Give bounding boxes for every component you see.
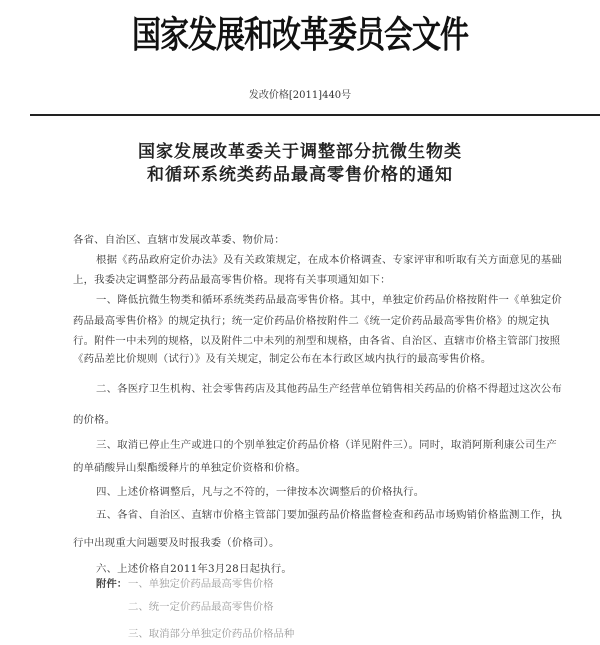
document-header-title: 国家发展和改革委员会文件: [131, 13, 468, 56]
attachments-label: 附件：: [96, 578, 128, 590]
body-line: 六、上述价格自2011年3月28日起执行。: [96, 563, 292, 575]
body-line: 行。附件一中未列的规格，以及附件二中未列的剂型和规格，由各省、自治区、直辖市价格主管部门按照: [73, 335, 561, 347]
body-line: 二、各医疗卫生机构、社会零售药店及其他药品生产经营单位销售相关药品的价格不得超过这次公布: [96, 383, 562, 395]
notice-title-line-1: 国家发展改革委关于调整部分抗微生物类: [138, 142, 462, 162]
body-line: 《药品差比价规则（试行）》及有关规定，制定公布在本行政区域内执行的最高零售价格。: [73, 353, 492, 365]
notice-title-line-2: 和循环系统类药品最高零售价格的通知: [147, 165, 453, 185]
body-line: 一、降低抗微生物类和循环系统类药品最高零售价格。其中，单独定价药品价格按附件一《单独定价: [96, 294, 562, 306]
body-line: 根据《药品政府定价办法》及有关政策规定，在成本价格调查、专家评审和听取有关方面意见的基础: [96, 254, 562, 266]
body-line: 五、各省、自治区、直辖市价格主管部门要加强药品价格监督检查和药品市场购销价格监测工作，执: [96, 509, 562, 521]
body-line: 药品最高零售价格》的规定执行；统一定价药品价格按附件二《统一定价药品最高零售价格》的规定执: [73, 315, 550, 327]
body-line: 的单硝酸异山梨酯缓释片的单独定价资格和价格。: [73, 462, 306, 474]
body-line: 行中出现重大问题要及时报我委（价格司）。: [73, 537, 280, 549]
body-line: 的价格。: [73, 414, 116, 426]
body-line: 上，我委决定调整部分药品最高零售价格。现将有关事项通知如下：: [73, 274, 391, 286]
attachment-item: 二、统一定价药品最高零售价格: [128, 601, 274, 613]
attachment-item: 一、单独定价药品最高零售价格: [128, 578, 274, 590]
addressee: 各省、自治区、直辖市发展改革委、物价局：: [73, 234, 285, 246]
attachment-item: 三、取消部分单独定价药品价格品种: [128, 628, 295, 640]
header-divider: [30, 114, 600, 116]
body-line: 四、上述价格调整后，凡与之不符的，一律按本次调整后的价格执行。: [96, 486, 425, 498]
document-number: 发改价格[2011]440号: [248, 90, 352, 101]
body-line: 三、取消已停止生产或进口的个别单独定价药品价格（详见附件三）。同时，取消阿斯利康公司生产: [96, 439, 557, 451]
